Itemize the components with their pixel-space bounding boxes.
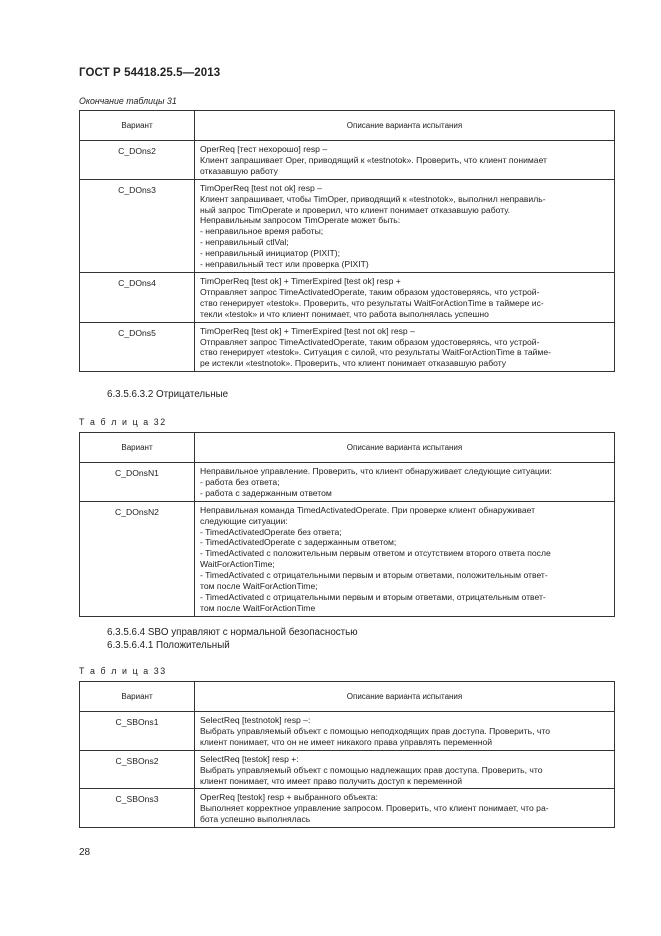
description-line: клиент понимает, что имеет право получить доступ к переменной [200, 775, 463, 786]
description-line: TimOperReq [test ok] + TimerExpired [test ok] resp + [200, 275, 401, 286]
description-cell [195, 141, 615, 180]
description-line: Клиент запрашивает Oper, приводящий к «testnotok». Проверить, что клиент понимает [200, 154, 547, 165]
description-line: - работа без ответа; [200, 476, 280, 487]
description-line: ство генерирует «testok». Ситуация с силой, что результаты WaitForActionTime в тайме- [200, 347, 551, 358]
variant-cell: C_SBOns1 [80, 712, 195, 751]
column-header-description: Описание варианта испытания [195, 682, 615, 712]
variant-cell: C_DOnsN2 [80, 501, 195, 616]
section-heading: 6.3.5.6.4 SBO управляют с нормальной безопасностью [107, 627, 358, 638]
description-cell [195, 789, 615, 828]
table32-caption: Т а б л и ц а 32 [79, 417, 167, 427]
column-header-variant: Вариант [80, 433, 195, 463]
description-line: том после WaitForActionTime; [200, 581, 318, 592]
description-line: ство генерирует «testok». Проверить, что результаты WaitForActionTime в таймере ис- [200, 297, 544, 308]
variant-cell: C_DOns4 [80, 272, 195, 322]
section-heading: 6.3.5.6.3.2 Отрицательные [107, 389, 229, 400]
table-row [80, 789, 615, 828]
description-line: Неправильным запросом TimOperate может быть: [200, 215, 401, 226]
description-line: - TimedActivatedOperate с задержанным ответом; [200, 537, 397, 548]
description-line: - неправильное время работы; [200, 226, 324, 237]
variant-cell: C_DOnsN1 [80, 463, 195, 502]
column-header-variant: Вариант [80, 682, 195, 712]
description-line: OperReq [testok] resp + выбранного объекта: [200, 792, 378, 803]
description-line: ный запрос TimOperate и проверил, что клиент понимает отказавшую работу. [200, 204, 511, 215]
description-line: - неправильный тест или проверка (PIXIT) [200, 259, 369, 270]
table-row [80, 322, 615, 372]
page-number: 28 [79, 847, 91, 858]
description-line: том после WaitForActionTime [200, 602, 316, 613]
description-line: - TimedActivated с отрицательными первым и вторым ответами, положительным ответ- [200, 570, 548, 581]
description-cell [195, 750, 615, 789]
table-row [80, 272, 615, 322]
table-row [80, 141, 615, 180]
description-cell [195, 272, 615, 322]
table-row [80, 463, 615, 502]
table-row [80, 501, 615, 616]
description-line: OperReq [тест нехорошо] resp – [200, 144, 328, 154]
description-line: ре истекли «testnotok». Проверить, что клиент понимает отказавшую работу [200, 358, 507, 369]
description-line: - TimedActivated с положительным первым ответом и отсутствием второго ответа после [200, 548, 551, 559]
section-heading: 6.3.5.6.4.1 Положительный [107, 640, 230, 651]
variant-cell: C_DOns2 [80, 141, 195, 180]
description-line: WaitForActionTime; [200, 559, 275, 570]
description-line: Выбрать управляемый объект с помощью неподходящих прав доступа. Проверить, что [200, 725, 550, 736]
table-31 [79, 110, 615, 372]
description-line: - TimedActivated с отрицательными первым и вторым ответами, отрицательным ответ- [200, 591, 546, 602]
table-row [80, 712, 615, 751]
column-header-variant: Вариант [80, 111, 195, 141]
description-cell [195, 712, 615, 751]
description-line: TimOperReq [test ok] + TimerExpired [test not ok] resp – [200, 325, 415, 336]
variant-cell: C_DOns3 [80, 179, 195, 272]
description-line: бота успешно выполнялась [200, 814, 311, 825]
description-cell [195, 179, 615, 272]
document-title: ГОСТ Р 54418.25.5—2013 [79, 67, 221, 79]
description-line: - работа с задержанным ответом [200, 487, 332, 498]
description-line: - TimedActivatedOperate без ответа; [200, 526, 342, 537]
description-line: следующие ситуации: [200, 515, 288, 526]
description-line: Отправляет запрос TimeActivatedOperate, таким образом удостоверяясь, что устрой- [200, 286, 540, 297]
table31-caption: Окончание таблицы 31 [79, 96, 177, 106]
description-line: клиент понимает, что он не имеет никакого права управлять переменной [200, 736, 493, 747]
column-header-description: Описание варианта испытания [195, 111, 615, 141]
description-cell [195, 322, 615, 372]
column-header-description: Описание варианта испытания [195, 433, 615, 463]
description-line: - неправильный инициатор (PIXIT); [200, 248, 341, 259]
description-line: Клиент запрашивает, чтобы TimOper, приводящий к «testnotok», выполнил неправиль- [200, 193, 546, 204]
table-33 [79, 681, 615, 828]
table-32 [79, 432, 615, 617]
description-line: SelectReq [testok] resp +: [200, 753, 299, 764]
table-row [80, 750, 615, 789]
variant-cell: C_SBOns2 [80, 750, 195, 789]
description-line: Отправляет запрос TimeActivatedOperate, таким образом удостоверяясь, что устрой- [200, 336, 540, 347]
description-line: SelectReq [testnotok] resp –: [200, 715, 311, 725]
description-line: Выполняет корректное управление запросом. Проверить, что клиент понимает, что ра- [200, 803, 549, 814]
description-cell [195, 501, 615, 616]
description-line: текли «testok» и что клиент понимает, что работа выполнялась успешно [200, 308, 489, 319]
table33-caption: Т а б л и ц а 33 [79, 666, 167, 676]
description-line: отказавшую работу [200, 165, 278, 176]
description-line: Выбрать управляемый объект с помощью надлежащих прав доступа. Проверить, что [200, 764, 543, 775]
table-row [80, 179, 615, 272]
variant-cell: C_SBOns3 [80, 789, 195, 828]
description-line: TimOperReq [test not ok] resp – [200, 182, 322, 193]
description-cell [195, 463, 615, 502]
description-line: Неправильное управление. Проверить, что клиент обнаруживает следующие ситуации: [200, 466, 552, 476]
description-line: Неправильная команда TimedActivatedOperate. При проверке клиент обнаруживает [200, 504, 536, 515]
variant-cell: C_DOns5 [80, 322, 195, 372]
description-line: - неправильный ctlVal; [200, 237, 289, 248]
